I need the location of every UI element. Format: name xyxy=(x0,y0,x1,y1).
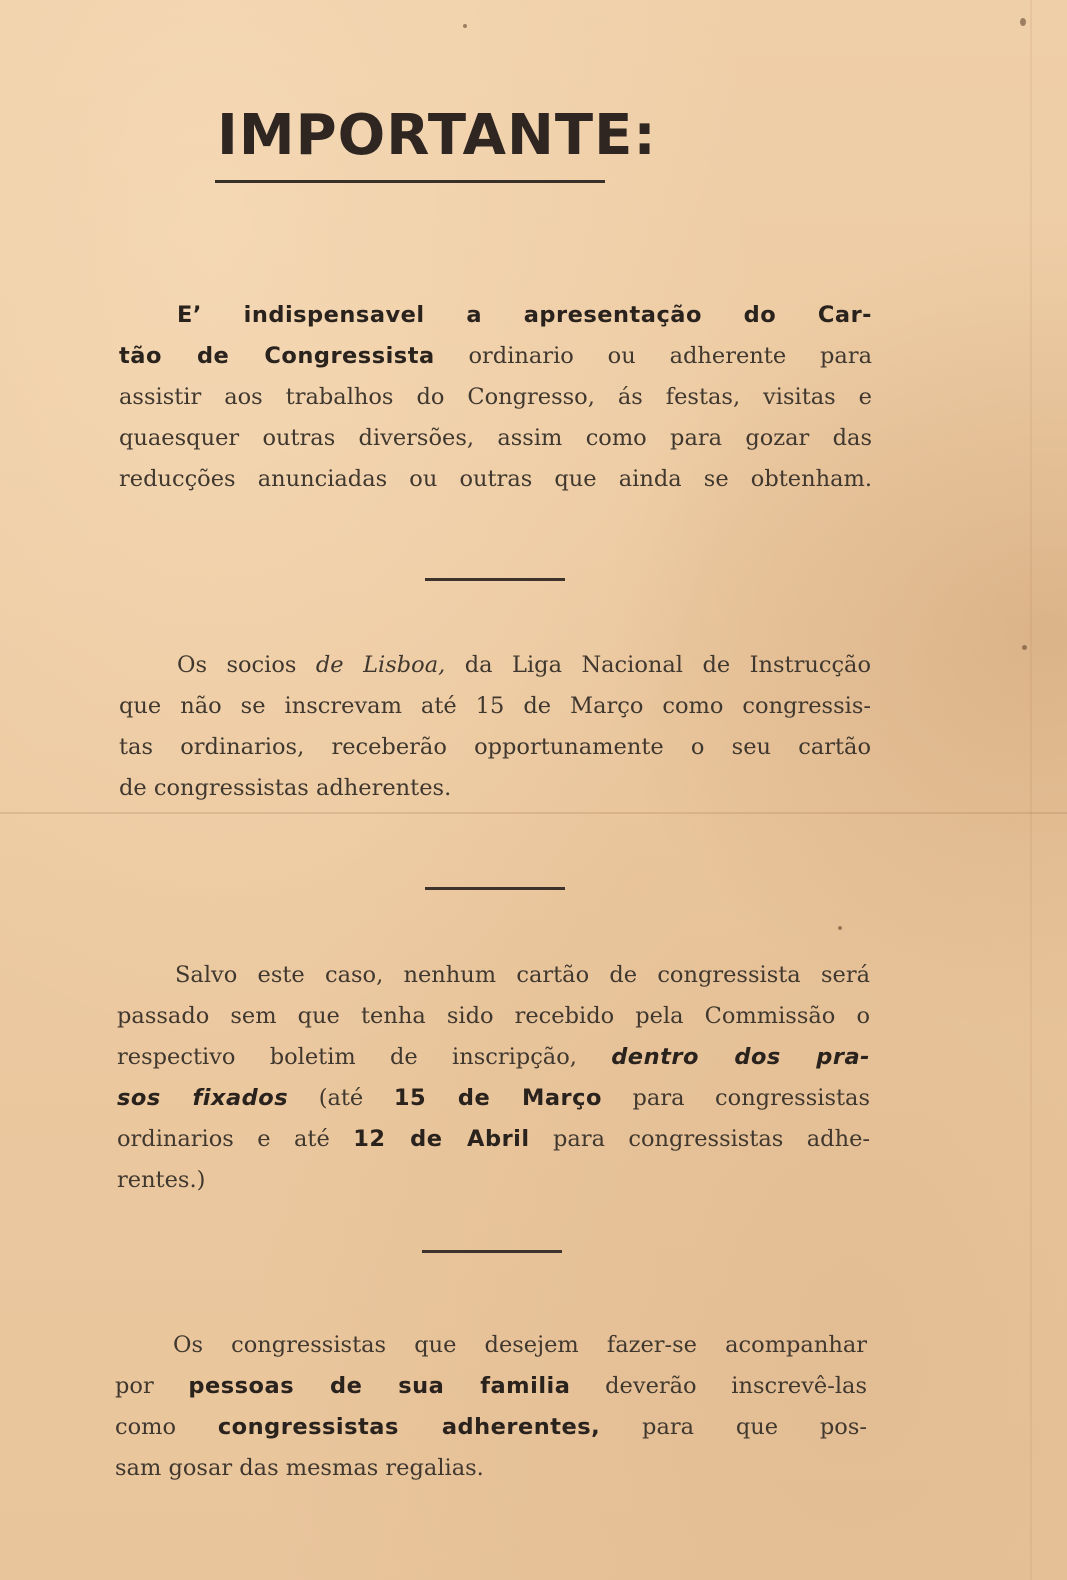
text: para que pos- xyxy=(600,1414,867,1440)
text-line: reducções anunciadas ou outras que ainda se obtenham. xyxy=(119,466,872,492)
text: para congressistas xyxy=(601,1085,870,1111)
paper-speck xyxy=(1020,18,1026,26)
paragraph-registration-deadlines xyxy=(117,955,870,1201)
text: respectivo boletim de inscripção, xyxy=(117,1044,577,1070)
text: para congressistas adhe- xyxy=(529,1126,870,1152)
text-line xyxy=(119,645,871,686)
text-line: Os congressistas que desejem fazer-se acompanhar xyxy=(173,1332,867,1358)
bold-text: E’ indispensavel a apresentação do Car- xyxy=(177,302,872,328)
section-divider xyxy=(422,1250,562,1253)
text: como xyxy=(115,1414,218,1440)
text-line xyxy=(115,1407,867,1448)
italic-text: de Lisboa, xyxy=(315,652,446,678)
text-line: Salvo este caso, nenhum cartão de congressista será xyxy=(175,962,870,988)
paper-speck xyxy=(838,926,842,930)
paragraph-card-requirement xyxy=(119,295,872,500)
bold-italic-text: sos fixados xyxy=(117,1085,289,1111)
bold-italic-text: dentro dos pra- xyxy=(611,1044,870,1070)
paragraph-lisbon-members xyxy=(119,645,871,809)
text-line: sam gosar das mesmas regalias. xyxy=(115,1455,484,1481)
section-divider xyxy=(425,887,565,890)
text: por xyxy=(115,1373,189,1399)
text: da Liga Nacional de Instrucção xyxy=(445,652,872,678)
paper-edge-shade xyxy=(1030,0,1032,1580)
text: ordinarios e até xyxy=(117,1126,354,1152)
text-line xyxy=(117,1078,870,1119)
bold-text: pessoas de sua familia xyxy=(188,1373,571,1399)
bold-text: 15 de Março xyxy=(393,1085,602,1111)
text-line: tas ordinarios, receberão opportunamente o seu cartão xyxy=(119,734,871,760)
text-line xyxy=(117,1119,870,1160)
text-line: quaesquer outras diversões, assim como para gozar das xyxy=(119,425,872,451)
text-line xyxy=(119,336,872,377)
paper-fold-line xyxy=(0,812,1067,814)
paper-speck xyxy=(463,24,467,28)
text-line xyxy=(115,1366,867,1407)
text: ordinario ou adherente para xyxy=(434,343,872,369)
bold-text: tão de Congressista xyxy=(119,343,435,369)
text-line xyxy=(117,1037,870,1078)
page-title: IMPORTANTE: xyxy=(217,103,657,168)
text: deverão inscrevê-las xyxy=(570,1373,867,1399)
text-line: passado sem que tenha sido recebido pela Commissão o xyxy=(117,1003,870,1029)
bold-text: 12 de Abril xyxy=(353,1126,530,1152)
title-underline xyxy=(215,180,605,183)
paper-speck xyxy=(1022,645,1027,650)
text-line: rentes.) xyxy=(117,1167,206,1193)
text-line: de congressistas adherentes. xyxy=(119,775,452,801)
text: Os socios xyxy=(177,652,316,678)
text: (até xyxy=(288,1085,394,1111)
text-line xyxy=(119,295,872,336)
text-line: que não se inscrevam até 15 de Março como congressis- xyxy=(119,693,871,719)
text-line: assistir aos trabalhos do Congresso, ás festas, visitas e xyxy=(119,384,872,410)
bold-text: congressistas adherentes, xyxy=(217,1414,601,1440)
paragraph-family-members xyxy=(115,1325,867,1489)
section-divider xyxy=(425,578,565,581)
